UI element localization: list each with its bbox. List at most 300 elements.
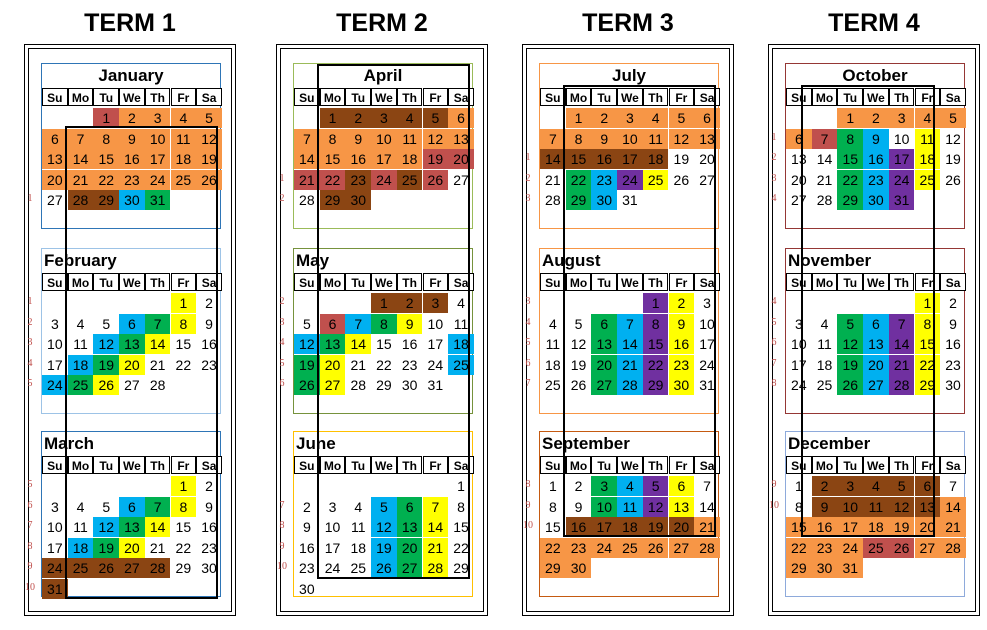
weekday-header: Sa — [694, 273, 720, 291]
weekday-header: Mo — [320, 88, 346, 106]
day-cell: 14 — [68, 149, 94, 169]
day-cell: 8 — [915, 314, 941, 334]
day-cell: 22 — [566, 170, 592, 190]
day-cell: 22 — [175, 539, 192, 556]
week-number: 6 — [27, 499, 33, 511]
term-panel — [522, 44, 734, 616]
day-cell: 25 — [545, 377, 561, 393]
day-cell: 12 — [669, 129, 695, 149]
day-cell: 17 — [837, 517, 863, 537]
week-number: 4 — [525, 316, 531, 328]
weekday-header: Tu — [345, 88, 371, 106]
day-cell: 2 — [812, 476, 838, 496]
term-title: TERM 2 — [336, 9, 428, 37]
month-block — [539, 63, 719, 229]
week-number: 1 — [27, 296, 33, 307]
week-number: 2 — [27, 316, 33, 328]
day-cell: 19 — [837, 355, 863, 375]
day-cell: 31 — [699, 377, 715, 393]
day-cell: 29 — [915, 375, 941, 395]
term-title: TERM 4 — [828, 9, 920, 37]
month-block — [293, 63, 473, 229]
day-cell: 24 — [42, 558, 68, 578]
day-cell: 13 — [863, 334, 889, 354]
day-cell: 21 — [294, 170, 320, 190]
weekday-header: Tu — [93, 88, 119, 106]
day-cell: 26 — [837, 375, 863, 395]
weekday-header: Tu — [837, 456, 863, 474]
day-cell: 7 — [949, 478, 957, 494]
day-cell: 28 — [145, 558, 171, 578]
day-cell: 24 — [371, 170, 397, 190]
day-cell: 22 — [320, 170, 346, 190]
day-cell: 5 — [889, 476, 915, 496]
weekday-header: Sa — [694, 456, 720, 474]
day-cell: 23 — [566, 538, 592, 558]
weekday-header: Fr — [171, 88, 197, 106]
day-cell: 17 — [889, 149, 915, 169]
day-cell: 30 — [945, 377, 961, 393]
week-number: 10 — [769, 499, 779, 511]
day-cell: 21 — [149, 356, 166, 373]
day-cell: 31 — [837, 558, 863, 578]
day-cell: 8 — [548, 498, 557, 515]
day-cell: 10 — [591, 497, 617, 517]
weekday-header: Fr — [915, 456, 941, 474]
day-cell: 2 — [119, 108, 145, 128]
day-cell: 29 — [93, 190, 119, 210]
day-cell: 16 — [591, 149, 617, 169]
weekday-header: Th — [643, 456, 669, 474]
day-cell: 20 — [863, 355, 889, 375]
day-cell: 18 — [863, 517, 889, 537]
weekday-header: Tu — [591, 456, 617, 474]
day-cell: 9 — [397, 314, 423, 334]
day-cell: 9 — [302, 519, 311, 535]
day-cell: 29 — [786, 558, 812, 578]
day-cell: 12 — [837, 334, 863, 354]
day-cell: 30 — [566, 558, 592, 578]
day-cell: 3 — [423, 293, 449, 313]
day-cell: 21 — [68, 170, 94, 190]
day-cell: 2 — [205, 295, 213, 311]
day-cell: 3 — [703, 295, 711, 311]
day-cell: 20 — [448, 149, 474, 169]
day-cell: 11 — [397, 129, 423, 149]
day-cell: 6 — [119, 314, 145, 334]
day-cell: 20 — [42, 170, 68, 190]
weekday-header: Fr — [423, 88, 449, 106]
month-name: January — [98, 66, 164, 85]
week-number: 8 — [27, 540, 33, 552]
week-number: 7 — [27, 520, 33, 531]
weekday-header: Su — [786, 273, 812, 291]
day-cell: 1 — [837, 108, 863, 128]
day-cell: 4 — [643, 108, 669, 128]
week-number: 5 — [27, 378, 33, 389]
day-cell: 2 — [591, 108, 617, 128]
weekday-header: We — [863, 273, 889, 291]
day-cell: 31 — [42, 579, 68, 599]
day-cell: 7 — [889, 314, 915, 334]
day-cell: 5 — [940, 108, 966, 128]
day-cell: 13 — [397, 517, 423, 537]
week-number: 2 — [279, 296, 285, 307]
day-cell: 11 — [171, 129, 197, 149]
day-cell: 23 — [812, 538, 838, 558]
weekday-header: Sa — [196, 88, 222, 106]
day-cell: 11 — [915, 129, 941, 149]
day-cell: 4 — [863, 476, 889, 496]
day-cell: 15 — [453, 519, 469, 535]
weekday-header: Mo — [812, 88, 838, 106]
weekday-header: Tu — [837, 88, 863, 106]
weekday-header: Th — [889, 456, 915, 474]
day-cell: 10 — [893, 130, 910, 147]
day-cell: 4 — [548, 315, 557, 332]
day-cell: 9 — [812, 497, 838, 517]
day-cell: 12 — [294, 334, 320, 354]
day-cell: 23 — [119, 170, 145, 190]
day-cell: 24 — [591, 538, 617, 558]
day-cell: 2 — [345, 108, 371, 128]
day-cell: 22 — [93, 170, 119, 190]
day-cell: 13 — [915, 497, 941, 517]
day-cell: 14 — [617, 334, 643, 354]
weekday-header: Tu — [345, 273, 371, 291]
week-number: 3 — [27, 337, 33, 348]
weekday-header: We — [371, 456, 397, 474]
day-cell: 25 — [397, 170, 423, 190]
week-number: 1 — [279, 172, 285, 184]
day-cell: 28 — [694, 538, 720, 558]
day-cell: 6 — [786, 129, 812, 149]
day-cell: 14 — [940, 497, 966, 517]
month-name: February — [44, 251, 117, 270]
week-number: 7 — [279, 499, 285, 511]
week-number: 1 — [27, 193, 33, 204]
day-cell: 2 — [669, 293, 695, 313]
day-cell: 6 — [669, 476, 695, 496]
day-cell: 20 — [320, 355, 346, 375]
month-block — [785, 63, 965, 229]
day-cell: 4 — [820, 315, 829, 332]
day-cell: 2 — [205, 478, 213, 494]
month-name: October — [842, 66, 908, 85]
day-cell: 22 — [376, 356, 392, 373]
day-cell: 26 — [643, 538, 669, 558]
day-cell: 23 — [945, 356, 961, 373]
day-cell: 25 — [68, 558, 94, 578]
day-cell: 15 — [915, 334, 941, 354]
day-cell: 27 — [591, 375, 617, 395]
weekday-header: We — [863, 88, 889, 106]
day-cell: 5 — [302, 315, 311, 332]
day-cell: 17 — [699, 336, 715, 352]
day-cell: 4 — [915, 108, 941, 128]
day-cell: 15 — [545, 519, 561, 535]
weekday-header: Fr — [423, 456, 449, 474]
week-number: 5 — [279, 357, 285, 369]
week-number: 7 — [525, 378, 531, 389]
weekday-header: Fr — [171, 273, 197, 291]
day-cell: 13 — [791, 151, 807, 167]
day-cell: 12 — [93, 517, 119, 537]
day-cell: 25 — [816, 377, 833, 393]
day-cell: 19 — [643, 517, 669, 537]
day-cell: 30 — [812, 558, 838, 578]
month-block — [539, 431, 719, 597]
day-cell: 19 — [889, 517, 915, 537]
day-cell: 12 — [570, 336, 587, 352]
day-cell: 13 — [669, 497, 695, 517]
weekday-header: Sa — [940, 456, 966, 474]
day-cell: 4 — [457, 295, 465, 311]
day-cell: 13 — [591, 334, 617, 354]
day-cell: 28 — [940, 538, 966, 558]
day-cell: 23 — [591, 170, 617, 190]
day-cell: 28 — [545, 192, 561, 208]
day-cell: 30 — [201, 560, 217, 576]
day-cell: 30 — [863, 190, 889, 210]
day-cell: 25 — [448, 355, 474, 375]
day-cell: 27 — [863, 375, 889, 395]
day-cell: 6 — [915, 476, 941, 496]
day-cell: 5 — [643, 476, 669, 496]
week-number: 9 — [27, 561, 33, 572]
day-cell: 20 — [397, 538, 423, 558]
day-cell: 23 — [299, 560, 315, 576]
day-cell: 10 — [371, 129, 397, 149]
weekday-header: Th — [889, 88, 915, 106]
day-cell: 5 — [371, 497, 397, 517]
week-number: 8 — [279, 520, 285, 531]
month-name: September — [542, 434, 630, 453]
day-cell: 18 — [816, 356, 833, 373]
day-cell: 4 — [397, 108, 423, 128]
day-cell: 18 — [915, 149, 941, 169]
weekday-header: Sa — [448, 273, 474, 291]
day-cell: 29 — [566, 190, 592, 210]
week-number: 3 — [525, 193, 531, 204]
day-cell: 19 — [196, 149, 222, 169]
day-cell: 1 — [320, 108, 346, 128]
day-cell: 5 — [196, 108, 222, 128]
day-cell: 5 — [574, 315, 583, 332]
day-cell: 14 — [816, 151, 833, 167]
week-number: 2 — [771, 152, 777, 163]
day-cell: 13 — [694, 129, 720, 149]
day-cell: 21 — [423, 538, 449, 558]
weekday-header: Tu — [93, 273, 119, 291]
day-cell: 8 — [837, 129, 863, 149]
day-cell: 23 — [669, 355, 695, 375]
day-cell: 24 — [699, 356, 715, 373]
week-number: 6 — [279, 378, 285, 389]
week-number: 10 — [25, 581, 35, 593]
day-cell: 14 — [145, 334, 171, 354]
month-name: April — [363, 66, 403, 85]
day-cell: 9 — [574, 498, 583, 515]
day-cell: 16 — [401, 336, 418, 352]
day-cell: 8 — [93, 129, 119, 149]
day-cell: 11 — [643, 129, 669, 149]
day-cell: 7 — [294, 129, 320, 149]
day-cell: 24 — [42, 375, 68, 395]
day-cell: 26 — [196, 170, 222, 190]
day-cell: 10 — [427, 315, 444, 332]
day-cell: 16 — [669, 334, 695, 354]
month-block — [539, 248, 719, 414]
day-cell: 16 — [119, 149, 145, 169]
month-block — [41, 63, 221, 229]
day-cell: 21 — [889, 355, 915, 375]
day-cell: 9 — [949, 315, 957, 332]
day-cell: 31 — [622, 192, 638, 208]
day-cell: 4 — [617, 476, 643, 496]
weekday-header: We — [617, 273, 643, 291]
day-cell: 8 — [457, 498, 465, 515]
day-cell: 23 — [345, 170, 371, 190]
week-number: 4 — [27, 357, 33, 369]
day-cell: 14 — [145, 517, 171, 537]
week-number: 9 — [525, 499, 531, 511]
week-number: 5 — [27, 479, 33, 490]
day-cell: 27 — [47, 192, 63, 208]
day-cell: 20 — [699, 151, 715, 167]
day-cell: 5 — [102, 498, 111, 515]
day-cell: 27 — [119, 558, 145, 578]
day-cell: 11 — [863, 497, 889, 517]
day-cell: 29 — [453, 560, 469, 576]
week-number: 3 — [279, 316, 285, 328]
day-cell: 22 — [453, 539, 469, 556]
day-cell: 8 — [320, 129, 346, 149]
weekday-header: Su — [786, 88, 812, 106]
day-cell: 14 — [345, 334, 371, 354]
day-cell: 28 — [350, 377, 367, 393]
day-cell: 19 — [423, 149, 449, 169]
weekday-header: Su — [42, 273, 68, 291]
day-cell: 15 — [175, 336, 192, 352]
day-cell: 1 — [643, 293, 669, 313]
day-cell: 30 — [401, 377, 418, 393]
day-cell: 16 — [345, 149, 371, 169]
day-cell: 26 — [673, 171, 690, 188]
day-cell: 1 — [794, 478, 803, 494]
day-cell: 15 — [566, 149, 592, 169]
day-cell: 12 — [643, 497, 669, 517]
day-cell: 5 — [102, 315, 111, 332]
day-cell: 11 — [350, 519, 366, 535]
weekday-header: Fr — [915, 273, 941, 291]
day-cell: 9 — [591, 129, 617, 149]
week-number: 3 — [771, 172, 777, 184]
day-cell: 8 — [566, 129, 592, 149]
day-cell: 6 — [42, 129, 68, 149]
weekday-header: Su — [540, 88, 566, 106]
day-cell: 25 — [350, 560, 367, 576]
day-cell: 15 — [376, 336, 392, 352]
month-block — [785, 248, 965, 414]
week-number: 9 — [771, 479, 777, 490]
weekday-header: Mo — [566, 456, 592, 474]
day-cell: 6 — [397, 497, 423, 517]
day-cell: 10 — [47, 336, 63, 352]
term-panel — [24, 44, 236, 616]
day-cell: 18 — [350, 539, 367, 556]
day-cell: 1 — [171, 476, 197, 496]
week-number: 4 — [771, 296, 777, 307]
month-block — [785, 431, 965, 597]
day-cell: 15 — [320, 149, 346, 169]
day-cell: 29 — [175, 560, 192, 576]
day-cell: 9 — [205, 498, 213, 515]
day-cell: 7 — [145, 497, 171, 517]
day-cell: 9 — [863, 129, 889, 149]
day-cell: 30 — [119, 190, 145, 210]
weekday-header: Sa — [448, 88, 474, 106]
day-cell: 2 — [302, 498, 311, 515]
month-block — [41, 431, 221, 597]
day-cell: 3 — [889, 108, 915, 128]
day-cell: 20 — [591, 355, 617, 375]
day-cell: 8 — [794, 498, 803, 515]
day-cell: 24 — [617, 170, 643, 190]
day-cell: 30 — [591, 190, 617, 210]
day-cell: 15 — [643, 334, 669, 354]
weekday-header: Sa — [694, 88, 720, 106]
day-cell: 24 — [324, 560, 341, 576]
day-cell: 1 — [915, 293, 941, 313]
day-cell: 3 — [50, 498, 59, 515]
day-cell: 14 — [423, 517, 449, 537]
weekday-header: Tu — [345, 456, 371, 474]
day-cell: 16 — [945, 336, 961, 352]
weekday-header: Th — [397, 456, 423, 474]
day-cell: 1 — [566, 108, 592, 128]
day-cell: 2 — [397, 293, 423, 313]
day-cell: 16 — [299, 539, 315, 556]
month-name: July — [611, 66, 647, 85]
day-cell: 18 — [643, 149, 669, 169]
day-cell: 17 — [324, 539, 341, 556]
day-cell: 7 — [68, 129, 94, 149]
week-number: 6 — [771, 337, 777, 348]
day-cell: 11 — [453, 315, 469, 332]
day-cell: 16 — [566, 517, 592, 537]
day-cell: 28 — [889, 375, 915, 395]
weekday-header: Su — [42, 456, 68, 474]
day-cell: 19 — [371, 538, 397, 558]
day-cell: 24 — [837, 538, 863, 558]
day-cell: 25 — [643, 170, 669, 190]
day-cell: 30 — [345, 190, 371, 210]
month-name: May — [296, 251, 330, 270]
weekday-header: We — [863, 456, 889, 474]
weekday-header: Sa — [196, 273, 222, 291]
day-cell: 7 — [617, 314, 643, 334]
week-number: 6 — [525, 357, 531, 369]
day-cell: 13 — [42, 149, 68, 169]
day-cell: 3 — [328, 498, 337, 515]
day-cell: 20 — [669, 517, 695, 537]
weekday-header: We — [371, 273, 397, 291]
day-cell: 19 — [945, 151, 961, 167]
day-cell: 27 — [453, 171, 469, 188]
weekday-header: Th — [145, 88, 171, 106]
week-number: 8 — [525, 479, 531, 490]
